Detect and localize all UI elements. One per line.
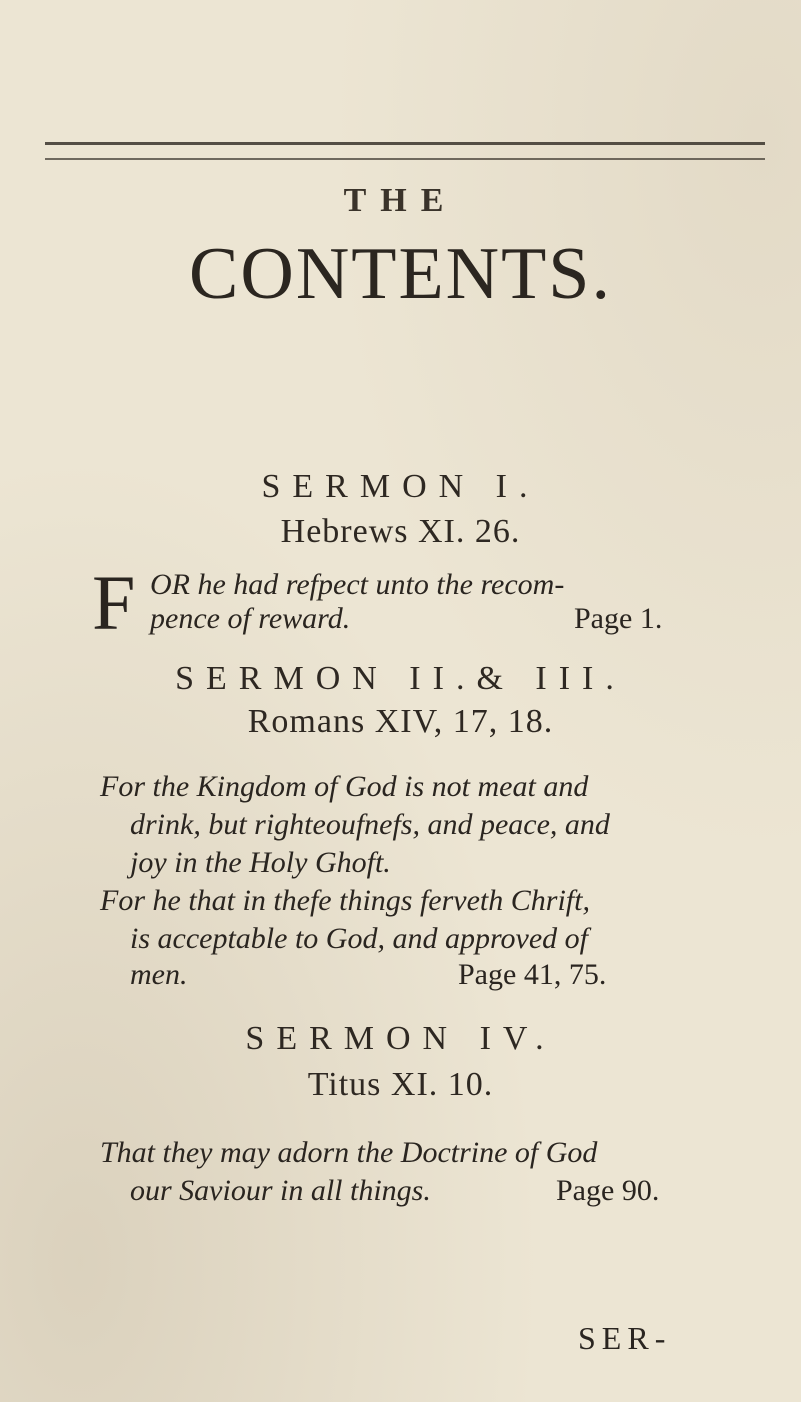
sermon-2-heading: SERMON II.& III.: [175, 660, 626, 697]
sermon-2-line-4: For he that in thefe things ferveth Chrift,: [100, 884, 590, 917]
sermon-4-line-2: our Saviour in all things.: [130, 1174, 431, 1207]
top-rule: [45, 142, 765, 145]
sermon-2-reference: Romans XIV, 17, 18.: [247, 703, 554, 740]
sermon-4-line-1: That they may adorn the Doctrine of God: [100, 1136, 598, 1169]
sermon-2-line-6: men.: [130, 958, 188, 991]
page-title: CONTENTS.: [189, 233, 612, 315]
sermon-2-line-1: For the Kingdom of God is not meat and: [100, 770, 589, 803]
sermon-2-line-3: joy in the Holy Ghoft.: [130, 846, 391, 879]
sermon-4-page: Page 90.: [556, 1174, 660, 1207]
sermon-1-page: Page 1.: [574, 602, 663, 635]
sermon-2-page: Page 41, 75.: [458, 958, 607, 991]
heading-the: THE: [343, 182, 458, 219]
sermon-1-line-2: pence of reward.: [150, 602, 351, 635]
sermon-1-heading: SERMON I.: [261, 468, 540, 505]
sermon-4-reference: Titus XI. 10.: [307, 1066, 494, 1103]
sermon-1-reference: Hebrews XI. 26.: [280, 513, 521, 550]
sermon-2-line-5: is acceptable to God, and approved of: [130, 922, 588, 955]
catchword: SER-: [578, 1320, 672, 1356]
sermon-4-heading: SERMON IV.: [245, 1020, 556, 1057]
sermon-1-line-1: OR he had refpect unto the recom-: [150, 568, 565, 601]
sermon-2-line-2: drink, but righteoufnefs, and peace, and: [130, 808, 610, 841]
dropcap-letter: F: [92, 559, 136, 646]
second-rule: [45, 158, 765, 160]
